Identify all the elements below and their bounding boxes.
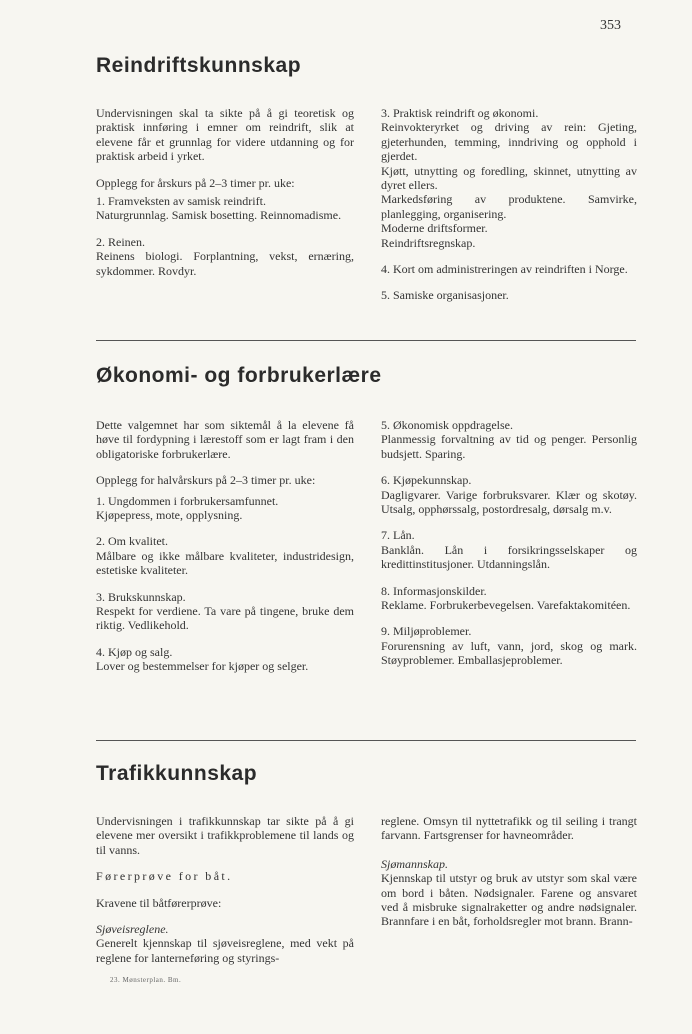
topic-line: Kjøtt, utnytting og foredling, skinnet, utnytting av dyret ellers. (381, 163, 637, 193)
topic-line: Reinvokteryrket og driving av rein: Gjeting, gjeterhunden, temming, inndriving og opphold i gjerdet. (381, 120, 637, 164)
topic-body: Kjøpepress, mote, opplysning. (96, 508, 243, 523)
topic-item (381, 584, 637, 613)
topic-item (96, 922, 354, 965)
topic-body: Banklån. Lån i forsikringsselskaper og kredittinstitusjoner. Utdanningslån. (381, 542, 637, 572)
topic-item (381, 288, 637, 302)
topic-heading: 4. Kjøp og salg. (96, 644, 173, 659)
topic-body: Planmessig forvaltning av tid og penger. Personlig budsjett. Sparing. (381, 432, 637, 461)
topic-line: Markedsføring av produktene. Samvirke, planlegging, organisering. (381, 192, 637, 221)
footnote: 23. Mønsterplan. Bm. (110, 976, 182, 984)
intro-paragraph: Undervisningen skal ta sikte på å gi teoretisk og praktisk innføring i emner om reindrift, slik at elevene får et grunnlag for videre utdanning og for praktisk arbeid i yrket. (96, 106, 354, 164)
section-title: Økonomi- og forbrukerlære (96, 364, 382, 387)
topic-body: Dagligvarer. Varige forbruksvarer. Klær og skotøy. Utsalg, opphørssalg, postordresalg, dørsalg m.v. (381, 487, 637, 517)
course-plan: Opplegg for årskurs på 2–3 timer pr. uke: (96, 175, 295, 190)
topic-heading: 9. Miljøproblemer. (381, 624, 472, 639)
topic-item (96, 534, 354, 577)
topic-item (96, 645, 354, 674)
topic-item (381, 624, 637, 667)
topic-line: Moderne driftsformer. (381, 221, 488, 236)
topic-body: Reklame. Forbrukerbevegelsen. Varefaktakomitéen. (381, 598, 631, 613)
topic-item (381, 418, 637, 461)
left-column (96, 814, 354, 965)
page-number: 353 (600, 18, 621, 33)
topic-heading: 6. Kjøpekunnskap. (381, 473, 472, 488)
topic-item (381, 857, 637, 929)
topic-body: Generelt kjennskap til sjøveisreglene, med vekt på reglene for lanterneføring og styrings- (96, 936, 354, 965)
section-title: Trafikkunnskap (96, 762, 258, 785)
left-column (96, 106, 354, 290)
topic-body: Naturgrunnlag. Samisk bosetting. Reinnomadisme. (96, 208, 342, 223)
topic-heading: 7. Lån. (381, 528, 415, 543)
topic-item (96, 235, 354, 278)
topic-item (381, 106, 637, 250)
right-column (381, 814, 637, 929)
requirements-label: Kravene til båtførerprøve: (96, 895, 222, 910)
topic-body: Respekt for verdiene. Ta vare på tingene, bruke dem riktig. Vedlikehold. (96, 604, 354, 633)
topic-item (381, 528, 637, 571)
topic-body: Målbare og ikke målbare kvaliteter, industridesign, estetiske kvaliteter. (96, 548, 354, 578)
topic-body: Lover og bestemmelser for kjøper og selger. (96, 659, 309, 674)
topic-heading: 2. Om kvalitet. (96, 534, 168, 549)
section-title: Reindriftskunnskap (96, 54, 302, 77)
topic-line: Reindriftsregnskap. (381, 235, 476, 250)
topic-heading: Sjøveisreglene. (96, 922, 169, 937)
section-divider (96, 740, 636, 741)
topic-item (381, 262, 637, 276)
right-column (381, 418, 637, 668)
topic-heading: 2. Reinen. (96, 234, 145, 249)
topic-heading: 3. Brukskunnskap. (96, 589, 186, 604)
topic-heading: 4. Kort om administreringen av reindriften i Norge. (381, 262, 628, 277)
topic-body: Kjennskap til utstyr og bruk av utstyr som skal være om bord i båten. Nødsignaler. Farene og ansvaret ved å misbruke signalraketter og andre nødsignaler. Brannfare i en båt, forholdsregler mot brann. Brann- (381, 871, 637, 929)
section-divider (96, 340, 636, 341)
topic-heading: 8. Informasjonskilder. (381, 583, 487, 598)
topic-item (96, 194, 354, 223)
topic-heading: 5. Samiske organisasjoner. (381, 288, 509, 303)
topic-heading: 1. Ungdommen i forbrukersamfunnet. (96, 493, 279, 508)
topic-heading: 5. Økonomisk oppdragelse. (381, 418, 513, 432)
left-column (96, 418, 354, 674)
topic-body: Reinens biologi. Forplantning, vekst, ernæring, sykdommer. Rovdyr. (96, 249, 354, 278)
continued-paragraph: reglene. Omsyn til nyttetrafikk og til seiling i trangt farvann. Fartsgrenser for havneområder. (381, 814, 637, 843)
topic-heading: 1. Framveksten av samisk reindrift. (96, 194, 266, 209)
right-column (381, 106, 637, 315)
topic-item (381, 473, 637, 516)
subheading: Førerprøve for båt. (96, 869, 233, 884)
intro-paragraph: Dette valgemnet har som siktemål å la elevene få høve til fordypning i lærestoff som er lagt fram i den obligatoriske forbrukerlære. (96, 418, 354, 461)
topic-item (96, 494, 354, 523)
topic-body: Forurensning av luft, vann, jord, skog og mark. Støyproblemer. Emballasjeproblemer. (381, 638, 637, 668)
topic-item (96, 590, 354, 633)
intro-paragraph: Undervisningen i trafikkunnskap tar sikte på å gi elevene mer oversikt i trafikkproblemene til lands og til vanns. (96, 814, 354, 857)
course-plan: Opplegg for halvårskurs på 2–3 timer pr. uke: (96, 473, 316, 488)
topic-heading: 3. Praktisk reindrift og økonomi. (381, 106, 539, 120)
topic-heading: Sjømannskap. (381, 856, 448, 871)
